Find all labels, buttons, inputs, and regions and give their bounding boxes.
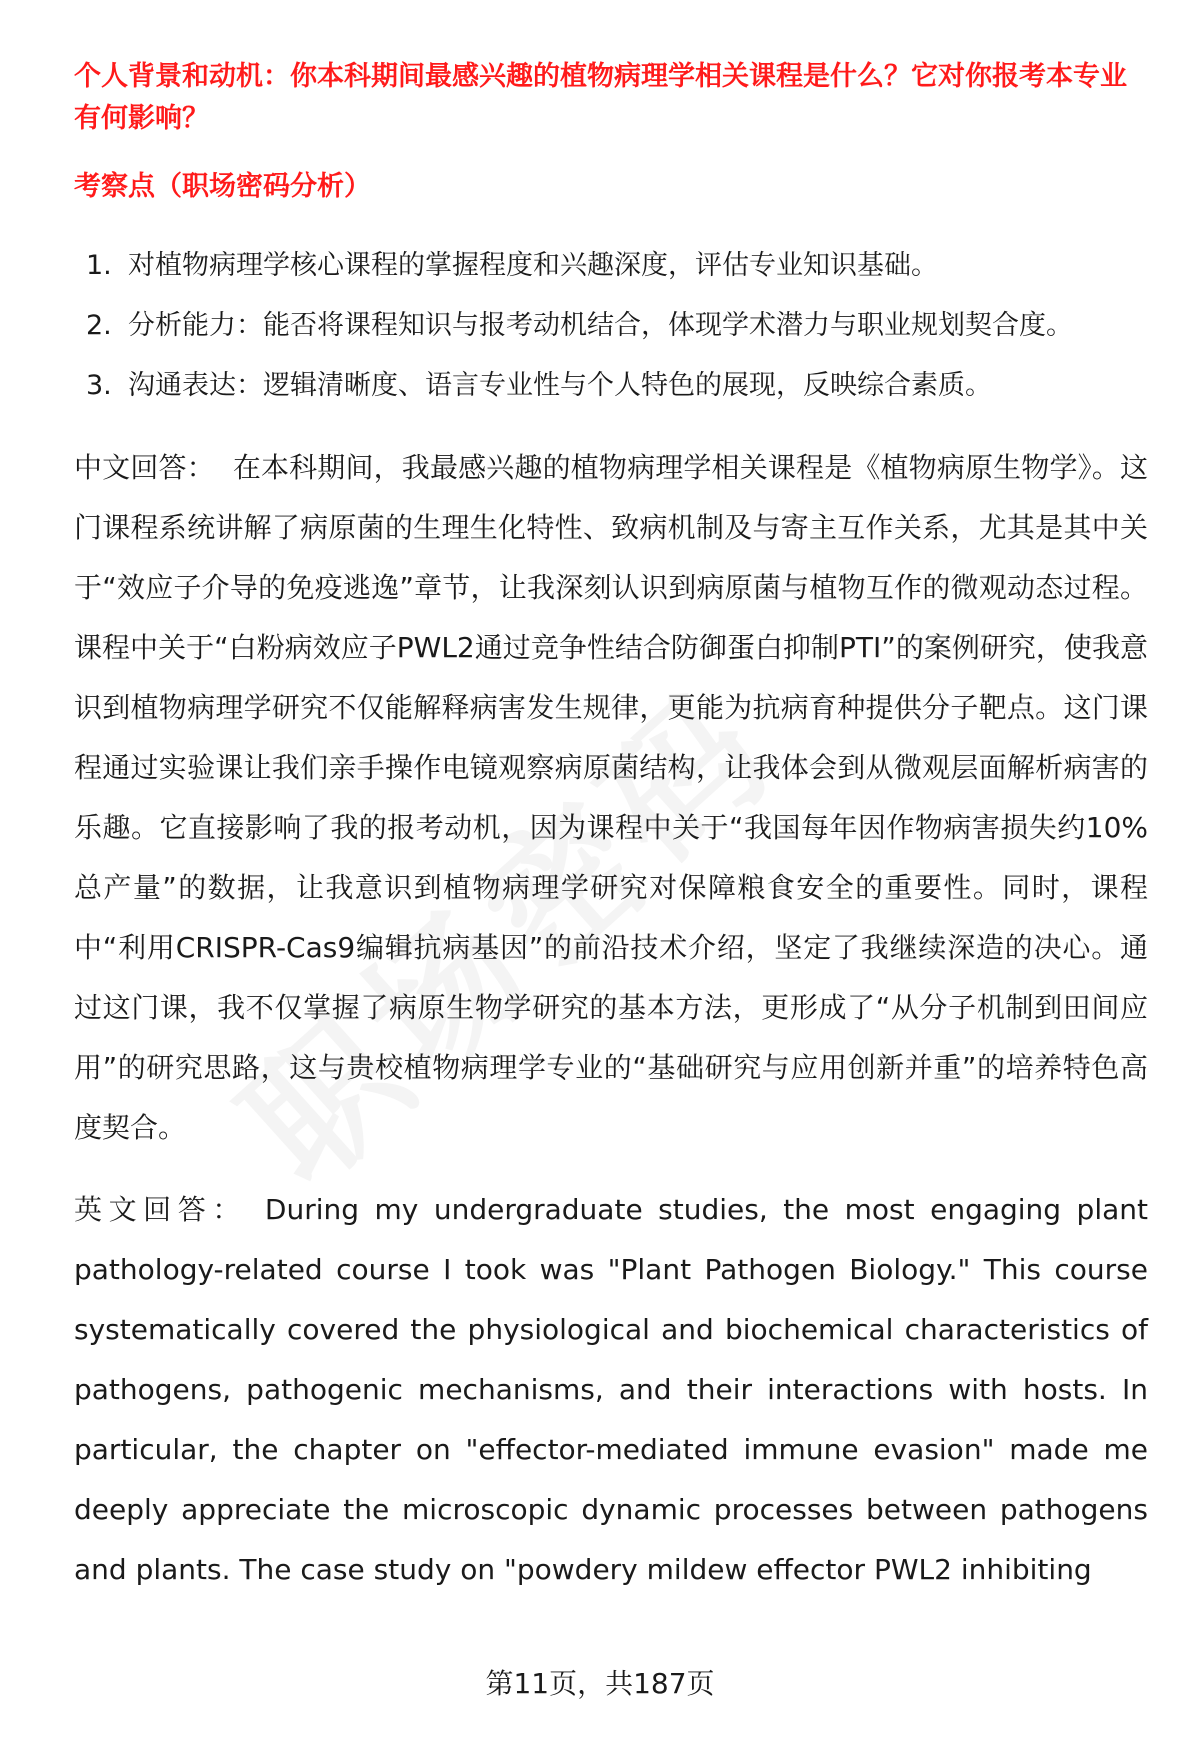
list-number: 1. xyxy=(86,250,112,281)
question-heading: 个人背景和动机：你本科期间最感兴趣的植物病理学相关课程是什么？它对你报考本专业有何影响？ xyxy=(74,61,1127,134)
section-title: 考察点（职场密码分析） xyxy=(74,171,371,202)
english-answer xyxy=(74,1180,1148,1600)
chinese-answer-text: 在本科期间，我最感兴趣的植物病理学相关课程是《植物病原生物学》。这门课程系统讲解了病原菌的生理生化特性、致病机制及与寄主互作关系，尤其是其中关于“效应子介导的免疫逃逸”章节，让我深刻认识到病原菌与植物互作的微观动态过程。课程中关于“白粉病效应子PWL2通过竞争性结合防御蛋白抑制PTI”的案例研究，使我意识到植物病理学研究不仅能解释病害发生规律，更能为抗病育种提供分子靶点。这门课程通过实验课让我们亲手操作电镜观察病原菌结构，让我体会到从微观层面解析病害的乐趣。它直接影响了我的报考动机，因为课程中关于“我国每年因作物病害损失约10%总产量”的数据，让我意识到植物病理学研究对保障粮食安全的重要性。同时，课程中“利用CRISPR-Cas9编辑抗病基因”的前沿技术介绍，坚定了我继续深造的决心。通过这门课，我不仅掌握了病原生物学研究的基本方法，更形成了“从分子机制到田间应用”的研究思路，这与贵校植物病理学专业的“基础研究与应用创新并重”的培养特色高度契合。 xyxy=(74,451,1148,1144)
assessment-points-list xyxy=(74,236,1148,416)
list-item-text: 分析能力：能否将课程知识与报考动机结合，体现学术潜力与职业规划契合度。 xyxy=(128,310,1073,341)
list-item xyxy=(74,236,1148,296)
page-number-footer: 第11页，共187页 xyxy=(485,1667,715,1700)
chinese-answer-label: 中文回答： xyxy=(74,451,215,484)
list-item xyxy=(74,356,1148,416)
list-item-text: 沟通表达：逻辑清晰度、语言专业性与个人特色的展现，反映综合素质。 xyxy=(128,370,992,401)
list-number: 2. xyxy=(86,310,112,341)
english-answer-text: During my undergraduate studies, the most engaging plant pathology-related course I took was "Plant Pathogen Biology." This course systematically covered the physiological and biochemical characteristics of pathogens, pathogenic mechanisms, and their interactions with hosts. In particular, the chapter on "effector-mediated immune evasion" made me deeply appreciate the microscopic dynamic processes between pathogens and plants. The case study on "powdery mildew effector PWL2 inhibiting xyxy=(74,1193,1148,1586)
list-item xyxy=(74,296,1148,356)
chinese-answer xyxy=(74,438,1148,1158)
english-answer-label: 英文回答： xyxy=(74,1193,247,1226)
list-item-text: 对植物病理学核心课程的掌握程度和兴趣深度，评估专业知识基础。 xyxy=(128,250,938,281)
list-number: 3. xyxy=(86,370,112,401)
document-body xyxy=(74,56,1148,1622)
